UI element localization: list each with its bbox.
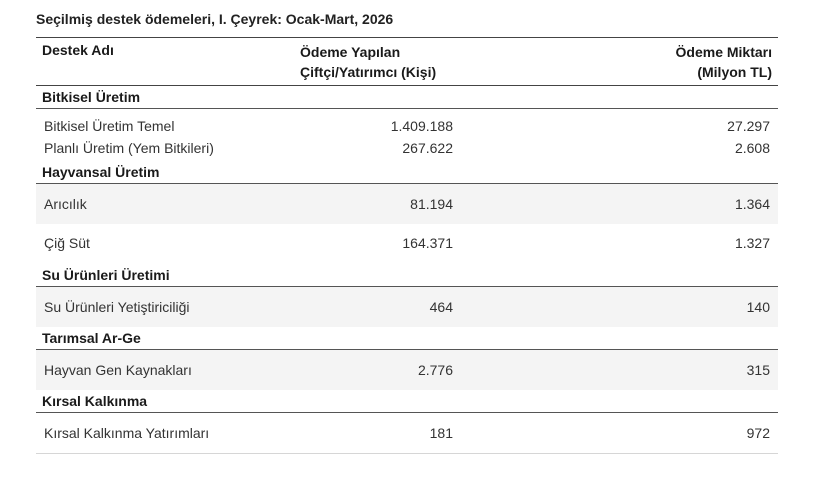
section-header [36, 161, 778, 184]
row-amount: 1.364 [734, 196, 770, 212]
header-amount [676, 42, 772, 82]
section-title: Bitkisel Üretim [42, 89, 141, 105]
row-amount: 2.608 [734, 140, 770, 156]
row-count: 181 [429, 425, 453, 441]
header-amount-line2: (Milyon TL) [697, 64, 772, 80]
row-count: 1.409.188 [390, 118, 453, 134]
row-count: 464 [429, 299, 453, 315]
row-amount: 140 [746, 299, 770, 315]
section-header [36, 86, 778, 109]
row-amount: 972 [746, 425, 770, 441]
table-row [36, 350, 778, 390]
table-row [36, 413, 778, 454]
section-header [36, 264, 778, 287]
header-count-line1: Ödeme Yapılan [300, 44, 401, 60]
row-name: Bitkisel Üretim Temel [44, 118, 175, 134]
row-amount: 1.327 [734, 235, 770, 251]
table-header [36, 38, 778, 86]
table-title: Seçilmiş destek ödemeleri, I. Çeyrek: Ocak-Mart, 2026 [36, 11, 394, 27]
table-row [36, 287, 778, 327]
header-amount-line1: Ödeme Miktarı [675, 44, 772, 60]
header-count-line2: Çiftçi/Yatırımcı (Kişi) [300, 64, 437, 80]
section-title: Su Ürünleri Üretimi [42, 267, 170, 283]
row-count: 267.622 [402, 140, 453, 156]
table-row [36, 184, 778, 224]
row-name: Çiğ Süt [44, 235, 90, 251]
section-group [36, 109, 778, 161]
section-header [36, 327, 778, 350]
row-name: Arıcılık [44, 196, 87, 212]
table-row [36, 224, 778, 264]
row-count: 81.194 [410, 196, 453, 212]
header-count [300, 42, 436, 82]
section-title: Hayvansal Üretim [42, 164, 160, 180]
row-count: 164.371 [402, 235, 453, 251]
header-name: Destek Adı [42, 42, 114, 58]
row-name: Hayvan Gen Kaynakları [44, 362, 192, 378]
row-amount: 27.297 [727, 118, 770, 134]
row-name: Su Ürünleri Yetiştiriciliği [44, 299, 190, 315]
section-title: Tarımsal Ar-Ge [42, 330, 141, 346]
section-title: Kırsal Kalkınma [42, 393, 148, 409]
section-header [36, 390, 778, 413]
row-name: Planlı Üretim (Yem Bitkileri) [44, 140, 214, 156]
row-amount: 315 [746, 362, 770, 378]
support-payments-table [36, 37, 778, 454]
row-name: Kırsal Kalkınma Yatırımları [44, 425, 210, 441]
row-count: 2.776 [417, 362, 453, 378]
